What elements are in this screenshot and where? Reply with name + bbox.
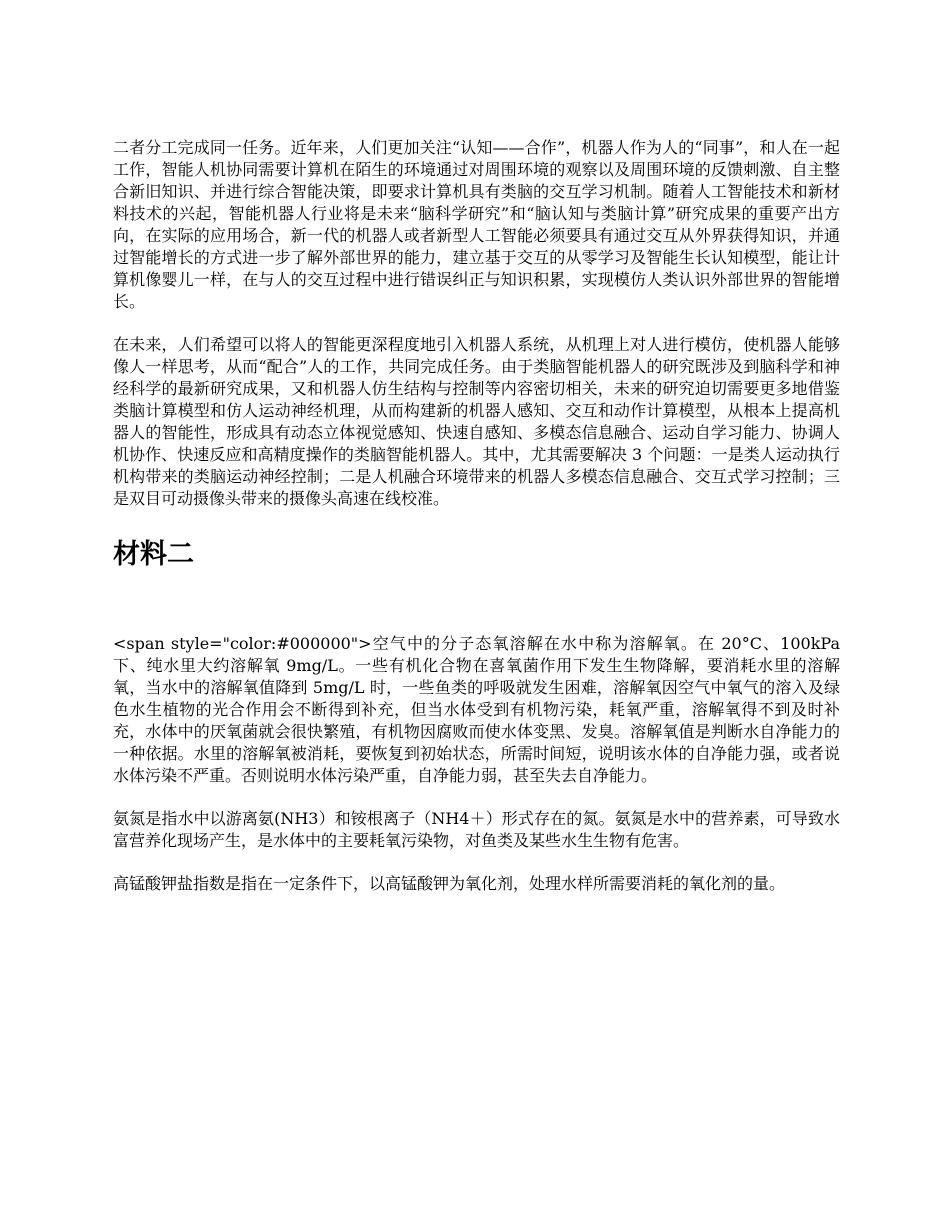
paragraph-dissolved-oxygen: <span style="color:#000000">空气中的分子态氧溶解在水中称为溶解氧。在 20°C、100kPa 下、纯水里大约溶解氧 9mg/L。一些有机化合物在喜氧菌作用下发生生物降解，要消耗水里的溶解氧，当水中的溶解氧值降到 5mg/L 时，一些鱼类的呼吸就发生困难，溶解氧因空气中氧气的溶入及绿色水生植物的光合作用会不断得到补充，但当水体受到有机物污染，耗氧严重，溶解氧得不到及时补充，水体中的厌氧菌就会很快繁殖，有机物因腐败而使水体变黑、发臭。溶解氧值是判断水自净能力的一种依据。水里的溶解氧被消耗，要恢复到初始状态，所需时间短，说明该水体的自净能力强，或者说水体污染不严重。否则说明水体污染严重，自净能力弱，甚至失去自净能力。 bbox=[113, 634, 840, 785]
paragraph-ammonia-nitrogen: 氨氮是指水中以游离氨(NH3）和铵根离子（NH4＋）形式存在的氮。氨氮是水中的营养素，可导致水富营养化现场产生，是水体中的主要耗氧污染物，对鱼类及某些水生生物有危害。 bbox=[113, 809, 840, 850]
paragraph-future-robots: 在未来，人们希望可以将人的智能更深程度地引入机器人系统，从机理上对人进行模仿，使机器人能够像人一样思考，从而“配合”人的工作，共同完成任务。由于类脑智能机器人的研究既涉及到脑科学和神经科学的最新研究成果，又和机器人仿生结构与控制等内容密切相关，未来的研究迫切需要更多地借鉴类脑计算模型和仿人运动神经机理，从而构建新的机器人感知、交互和动作计算模型，从根本上提高机器人的智能性，形成具有动态立体视觉感知、快速自感知、多模态信息融合、运动自学习能力、协调人机协作、快速反应和高精度操作的类脑智能机器人。其中，尤其需要解决 3 个问题：一是类人运动执行机构带来的类脑运动神经控制；二是人机融合环境带来的机器人多模态信息融合、交互式学习控制；三是双目可动摄像头带来的摄像头高速在线校准。 bbox=[113, 335, 840, 508]
paragraph-permanganate-index: 高锰酸钾盐指数是指在一定条件下，以高锰酸钾为氧化剂，处理水样所需要消耗的氧化剂的量。 bbox=[113, 874, 786, 893]
section-heading-material-two: 材料二 bbox=[113, 539, 194, 570]
document-page bbox=[113, 137, 840, 895]
paragraph-cooperation: 二者分工完成同一任务。近年来，人们更加关注“认知——合作”，机器人作为人的“同事”，和人在一起工作，智能人机协同需要计算机在陌生的环境通过对周围环境的观察以及周围环境的反馈刺激、自主整合新旧知识、并进行综合智能决策，即要求计算机具有类脑的交互学习机制。随着人工智能技术和新材料技术的兴起，智能机器人行业将是未来“脑科学研究”和“脑认知与类脑计算”研究成果的重要产出方向，在实际的应用场合，新一代的机器人或者新型人工智能必须要具有通过交互从外界获得知识，并通过智能增长的方式进一步了解外部世界的能力，建立基于交互的从零学习及智能生长认知模型，能让计算机像婴儿一样，在与人的交互过程中进行错误纠正与知识积累，实现模仿人类认识外部世界的智能增长。 bbox=[113, 138, 840, 311]
